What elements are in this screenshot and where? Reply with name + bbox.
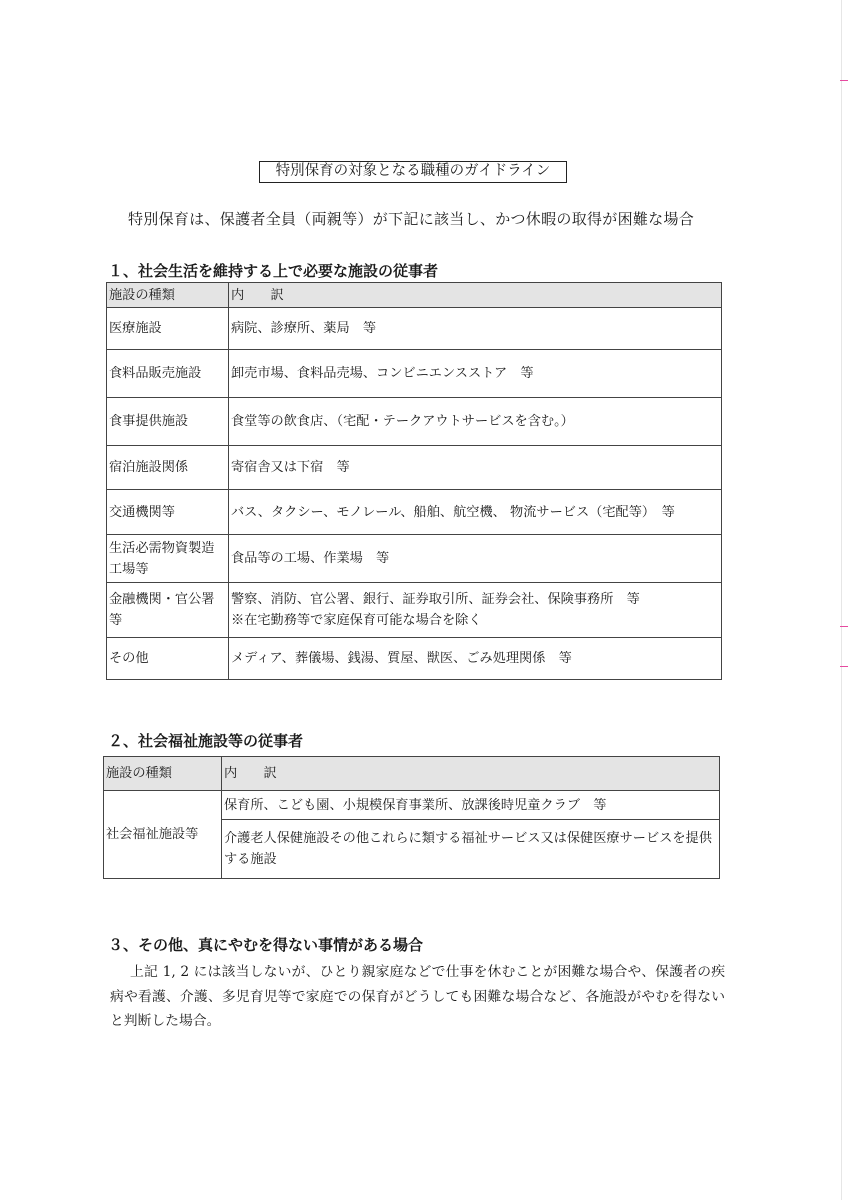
table-row — [104, 791, 720, 820]
table-header-row — [104, 757, 720, 791]
facility-name: 交通機関等 — [107, 490, 229, 535]
facility-name: その他 — [107, 638, 229, 680]
facility-detail: バス、タクシー、モノレール、船舶、航空機、 物流サービス（宅配等） 等 — [229, 490, 722, 535]
table-row — [107, 490, 722, 535]
facility-name: 金融機関・官公署等 — [107, 583, 229, 638]
margin-mark — [840, 80, 848, 81]
facility-detail: 食堂等の飲食店、（宅配・テークアウトサービスを含む。） — [229, 398, 722, 446]
header-breakdown: 内 訳 — [222, 757, 720, 791]
table-row — [107, 446, 722, 490]
section2-heading: ２、社会福祉施設等の従事者 — [108, 732, 304, 750]
header-facility-type: 施設の種類 — [107, 283, 229, 308]
section2-table — [103, 756, 720, 879]
facility-name: 食料品販売施設 — [107, 350, 229, 398]
facility-name: 社会福祉施設等 — [104, 791, 222, 879]
facility-detail: 保育所、こども園、小規模保育事業所、放課後時児童クラブ 等 — [222, 791, 720, 820]
table-row — [107, 638, 722, 680]
header-breakdown: 内 訳 — [229, 283, 722, 308]
facility-detail — [229, 583, 722, 638]
table-row — [107, 398, 722, 446]
margin-mark — [840, 626, 848, 627]
table-row — [107, 535, 722, 583]
section3-body — [110, 960, 725, 1034]
table-row — [107, 583, 722, 638]
margin-mark — [840, 666, 848, 667]
facility-name: 宿泊施設関係 — [107, 446, 229, 490]
document-title: 特別保育の対象となる職種のガイドライン — [259, 161, 567, 183]
facility-detail: 卸売市場、食料品売場、コンビニエンスストア 等 — [229, 350, 722, 398]
table-header-row — [107, 283, 722, 308]
table-row — [107, 308, 722, 350]
section1-heading: １、社会生活を維持する上で必要な施設の従事者 — [108, 262, 439, 280]
facility-note: ※在宅勤務等で家庭保育可能な場合を除く — [231, 613, 482, 628]
section3-paragraph: 上記 1, 2 には該当しないが、ひとり親家庭などで仕事を休むことが困難な場合や、保護者の疾病や看護、介護、多児育児等で家庭での保育がどうしても困難な場合など、各施設がやむを得ないと判断した場合。 — [110, 964, 725, 1029]
facility-name: 医療施設 — [107, 308, 229, 350]
facility-detail-line: 警察、消防、官公署、銀行、証券取引所、証券会社、保険事務所 等 — [231, 592, 640, 607]
facility-detail: 食品等の工場、作業場 等 — [229, 535, 722, 583]
intro-text: 特別保育は、保護者全員（両親等）が下記に該当し、かつ休暇の取得が困難な場合 — [128, 210, 695, 228]
section1-table — [106, 282, 722, 680]
page-edge — [841, 0, 842, 1200]
facility-detail: 介護老人保健施設その他これらに類する福祉サービス又は保健医療サービスを提供する施設 — [222, 820, 720, 879]
section3-heading: ３、その他、真にやむを得ない事情がある場合 — [108, 936, 424, 954]
facility-detail: 寄宿舎又は下宿 等 — [229, 446, 722, 490]
header-facility-type: 施設の種類 — [104, 757, 222, 791]
table-row — [107, 350, 722, 398]
facility-name: 食事提供施設 — [107, 398, 229, 446]
facility-name: 生活必需物資製造工場等 — [107, 535, 229, 583]
facility-detail: メディア、葬儀場、銭湯、質屋、獣医、ごみ処理関係 等 — [229, 638, 722, 680]
facility-detail: 病院、診療所、薬局 等 — [229, 308, 722, 350]
